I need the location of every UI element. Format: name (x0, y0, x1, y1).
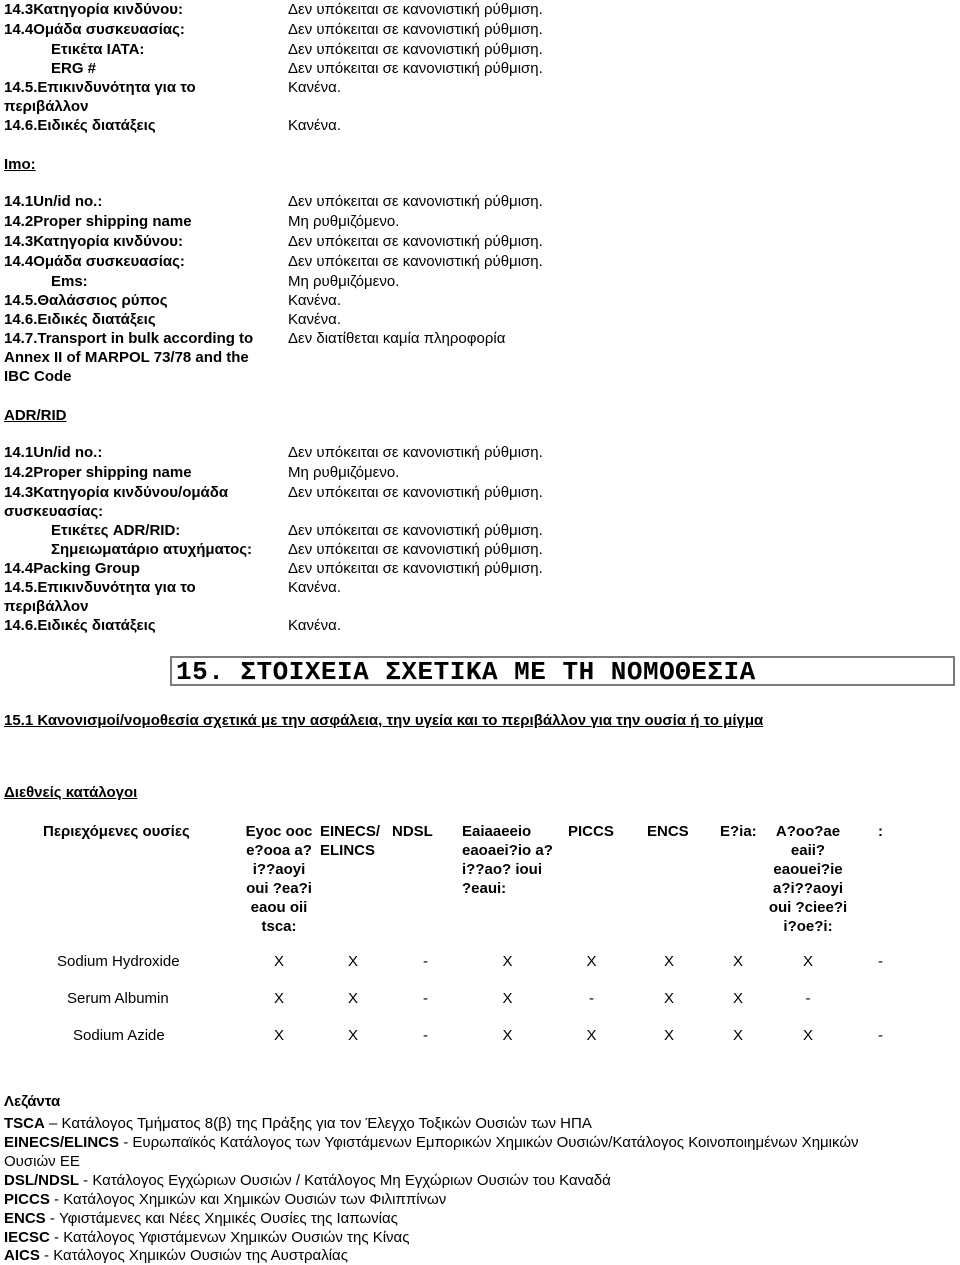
table-cell: X (273, 1027, 284, 1044)
legend-text: Ευρωπαϊκός Κατάλογος των Υφιστάμενων Εμπορικών Χημικών Ουσιών/Κατάλογος Κοινοποιημένων Χημικών (132, 1134, 859, 1151)
legend-key: IECSC (4, 1229, 50, 1246)
legend-text: Κατάλογος Εγχώριων Ουσιών / Κατάλογος Μη Εγχώριων Ουσιών του Καναδά (92, 1172, 611, 1189)
table-cell: X (732, 1027, 743, 1044)
header-iecsc: E?ia: (720, 823, 757, 840)
legend-key: ENCS (4, 1210, 46, 1227)
imo-row-label: Ems: (51, 273, 88, 290)
imo-row-label: 14.7.Transport in bulk according to (4, 330, 254, 347)
legend-title: Λεζάντα (4, 1093, 61, 1110)
imo-row-value: Μη ρυθμιζόμενο. (288, 213, 400, 230)
imo-row-label: 14.2Proper shipping name (4, 213, 192, 230)
header-aics: A?oo?ae eaii? eaouei?ie a?i??aoyi oui ?ciee?i i?oe?i: (768, 823, 848, 935)
table-cell: X (347, 953, 358, 970)
adr-row-value: Δεν υπόκειται σε κανονιστική ρύθμιση. (288, 444, 543, 461)
adr-row-label: 14.6.Ειδικές διατάξεις (4, 617, 156, 634)
table-cell: - (589, 990, 594, 1007)
legend-entry (4, 1190, 446, 1209)
iata-row-label: 14.5.Επικινδυνότητα για το (4, 79, 196, 96)
iata-row-label: περιβάλλον (4, 98, 89, 115)
legend-text: Κατάλογος Τμήματος 8(β) της Πράξης για τον Έλεγχο Τοξικών Ουσιών των ΗΠΑ (61, 1115, 592, 1132)
adr-row-value: Μη ρυθμιζόμενο. (288, 464, 400, 481)
legend-key: TSCA (4, 1115, 45, 1132)
header-tsca: Eyoc ooc e?ooa a?i??aoyi oui ?ea?i eaou oii tsca: (245, 823, 313, 935)
header-encs: ENCS (647, 823, 689, 840)
substance-name: Serum Albumin (67, 990, 169, 1007)
table-cell: X (802, 953, 813, 970)
iata-row-value: Δεν υπόκειται σε κανονιστική ρύθμιση. (288, 41, 543, 58)
adr-row-value: Δεν υπόκειται σε κανονιστική ρύθμιση. (288, 541, 543, 558)
imo-row-label: 14.6.Ειδικές διατάξεις (4, 311, 156, 328)
table-row (32, 989, 913, 1026)
iata-row-label: ERG # (51, 60, 97, 77)
inventory-header-row (32, 822, 913, 952)
legend-text: Υφιστάμενες και Νέες Χημικές Ουσίες της Ιαπωνίας (59, 1210, 398, 1227)
table-cell: X (502, 990, 513, 1007)
imo-row-value: Κανένα. (288, 311, 342, 328)
legend-key: PICCS (4, 1191, 50, 1208)
iata-row-value: Κανένα. (288, 117, 342, 134)
iata-row-label: 14.6.Ειδικές διατάξεις (4, 117, 156, 134)
table-cell: X (502, 953, 513, 970)
table-cell: - (878, 1027, 883, 1044)
header-ndsl: NDSL (392, 823, 433, 840)
imo-row-label: IBC Code (4, 368, 72, 385)
legend-text: Κατάλογος Χημικών και Χημικών Ουσιών των Φιλιππίνων (63, 1191, 447, 1208)
table-cell: X (732, 953, 743, 970)
adr-row-label: 14.3Κατηγορία κινδύνου/ομάδα (4, 484, 229, 501)
legend-key: AICS (4, 1247, 40, 1264)
table-cell (848, 989, 913, 1026)
iata-row-label: Ετικέτα IATA: (51, 41, 145, 58)
inventory-table (32, 822, 913, 1063)
table-cell: - (878, 953, 883, 970)
iata-row-value: Δεν υπόκειται σε κανονιστική ρύθμιση. (288, 60, 543, 77)
adr-row-value: Δεν υπόκειται σε κανονιστική ρύθμιση. (288, 522, 543, 539)
header-kecl: : (878, 823, 883, 840)
legend-sep: - (49, 1229, 64, 1246)
legend-sep: - (39, 1247, 54, 1264)
legend-entry (4, 1133, 859, 1152)
table-cell: X (586, 953, 597, 970)
table-cell: - (423, 990, 428, 1007)
substance-name: Sodium Azide (73, 1027, 165, 1044)
imo-row-value: Δεν υπόκειται σε κανονιστική ρύθμιση. (288, 253, 543, 270)
table-cell: X (663, 990, 674, 1007)
legend-entry (4, 1209, 398, 1228)
legend-entry (4, 1114, 592, 1133)
adr-row-label: Σημειωματάριο ατυχήματος: (51, 541, 253, 558)
iata-row-label: 14.3Κατηγορία κινδύνου: (4, 1, 184, 18)
legend-text: Ουσιών ΕΕ (4, 1153, 80, 1170)
adr-row-label: 14.5.Επικινδυνότητα για το (4, 579, 196, 596)
section-15-title: 15. ΣΤΟΙΧΕΙΑ ΣΧΕΤΙΚΑ ΜΕ ΤΗ ΝΟΜΟΘΕΣΙΑ (176, 657, 756, 687)
adr-row-value: Δεν υπόκειται σε κανονιστική ρύθμιση. (288, 560, 543, 577)
table-row (32, 1026, 913, 1063)
adr-row-value: Δεν υπόκειται σε κανονιστική ρύθμιση. (288, 484, 543, 501)
iata-row-value: Κανένα. (288, 79, 342, 96)
legend-text: Κατάλογος Χημικών Ουσιών της Αυστραλίας (53, 1247, 348, 1264)
adr-row-label: 14.1Un/id no.: (4, 444, 103, 461)
adr-row-label: 14.2Proper shipping name (4, 464, 192, 481)
legend-text: Κατάλογος Υφιστάμενων Χημικών Ουσιών της Κίνας (63, 1229, 410, 1246)
imo-row-label: 14.1Un/id no.: (4, 193, 103, 210)
imo-row-value: Δεν υπόκειται σε κανονιστική ρύθμιση. (288, 233, 543, 250)
legend-key: DSL/NDSL (4, 1172, 79, 1189)
imo-row-label: 14.5.Θαλάσσιος ρύπος (4, 292, 168, 309)
inventories-title: Διεθνείς κατάλογοι (4, 784, 138, 801)
header-dsl: Eaiaaeeio eaoaei?io a?i??ao? ioui ?eaui: (462, 823, 553, 897)
table-cell: X (663, 953, 674, 970)
legend-entry (4, 1228, 409, 1247)
iata-row-label: 14.4Ομάδα συσκευασίας: (4, 21, 185, 38)
adr-row-label: Ετικέτες ADR/RID: (51, 522, 181, 539)
table-row (32, 952, 913, 989)
adr-title: ADR/RID (4, 407, 67, 424)
table-cell: X (273, 990, 284, 1007)
legend-sep: - (119, 1134, 133, 1151)
legend-entry (4, 1152, 80, 1171)
header-einecs: EINECS/ ELINCS (320, 823, 381, 859)
table-cell: - (805, 990, 811, 1007)
imo-row-label: 14.4Ομάδα συσκευασίας: (4, 253, 185, 270)
adr-row-label: περιβάλλον (4, 598, 89, 615)
imo-row-label: 14.3Κατηγορία κινδύνου: (4, 233, 184, 250)
legend-entry (4, 1246, 348, 1265)
header-piccs: PICCS (568, 823, 614, 840)
table-cell: - (423, 953, 428, 970)
adr-row-label: 14.4Packing Group (4, 560, 140, 577)
imo-title: Imo: (4, 156, 36, 173)
table-cell: X (347, 990, 358, 1007)
adr-row-label: συσκευασίας: (4, 503, 104, 520)
section-15-1-subtitle: 15.1 Κανονισμοί/νομοθεσία σχετικά με την ασφάλεια, την υγεία και το περιβάλλον για την ουσία ή το μίγμα (4, 712, 764, 729)
iata-row-value: Δεν υπόκειται σε κανονιστική ρύθμιση. (288, 1, 543, 18)
iata-row-value: Δεν υπόκειται σε κανονιστική ρύθμιση. (288, 21, 543, 38)
table-cell: - (423, 1027, 428, 1044)
table-cell: X (502, 1027, 513, 1044)
imo-row-value: Μη ρυθμιζόμενο. (288, 273, 400, 290)
substance-name: Sodium Hydroxide (57, 953, 180, 970)
legend-sep: – (44, 1115, 62, 1132)
legend-key: EINECS/ELINCS (4, 1134, 120, 1151)
imo-row-value: Κανένα. (288, 292, 342, 309)
legend-entry (4, 1171, 611, 1190)
legend-sep: - (45, 1210, 60, 1227)
imo-row-label: Annex II of MARPOL 73/78 and the (4, 349, 249, 366)
table-cell: X (732, 990, 743, 1007)
header-substances: Περιεχόμενες ουσίες (43, 823, 190, 840)
adr-row-value: Κανένα. (288, 617, 342, 634)
adr-row-value: Κανένα. (288, 579, 342, 596)
table-cell: X (802, 1027, 813, 1044)
table-cell: X (347, 1027, 358, 1044)
legend-sep: - (49, 1191, 64, 1208)
table-cell: X (273, 953, 284, 970)
table-cell: X (586, 1027, 597, 1044)
imo-row-value: Δεν υπόκειται σε κανονιστική ρύθμιση. (288, 193, 543, 210)
legend-sep: - (79, 1172, 93, 1189)
imo-row-value: Δεν διατίθεται καμία πληροφορία (288, 330, 506, 347)
table-cell: X (663, 1027, 674, 1044)
